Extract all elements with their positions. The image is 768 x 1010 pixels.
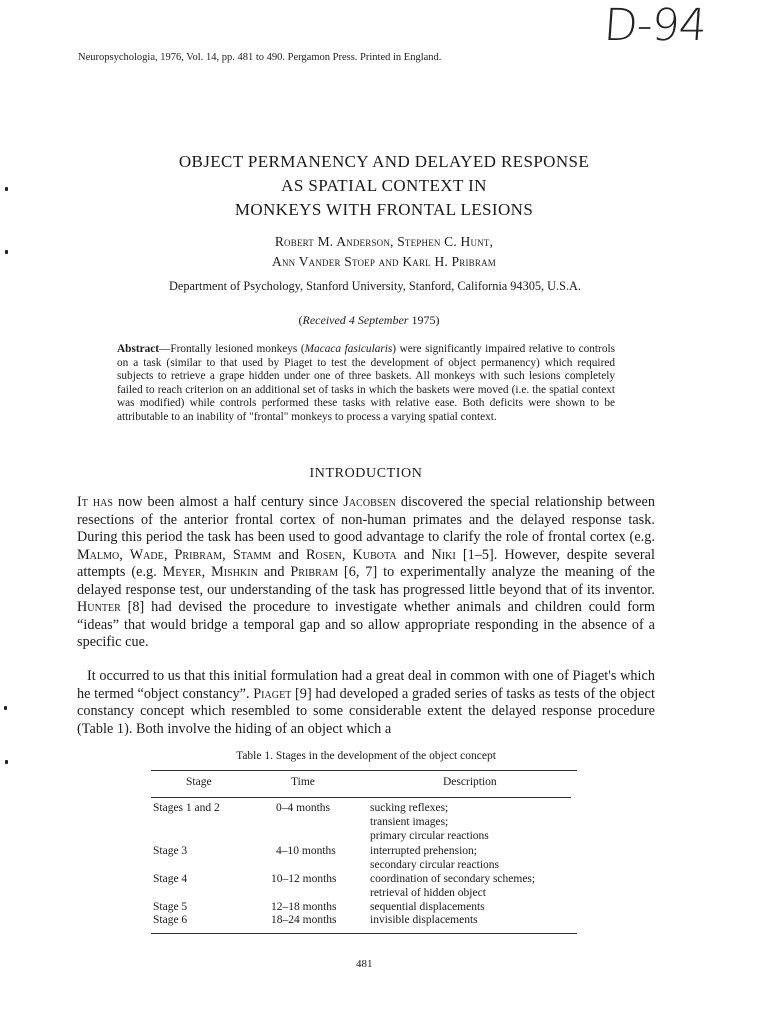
text-run: [9] had developed a graded series of tasks as tests of the object constancy concept which resembled to some considerable extent the delayed response procedure (Table 1). Both involve the hiding of an object which a (77, 685, 655, 737)
abstract (117, 343, 615, 425)
text-run: and (396, 546, 432, 563)
cell-description: transient images; (370, 816, 449, 828)
author-list (0, 232, 768, 272)
cell-description: secondary circular reactions (370, 859, 499, 871)
table-top-rule (151, 770, 577, 771)
cell-stage: Stage 3 (153, 845, 188, 857)
cell-stage: Stages 1 and 2 (153, 802, 220, 814)
page-number: 481 (356, 958, 373, 970)
cell-description: sucking reflexes; (370, 802, 449, 814)
body-paragraph (77, 668, 655, 738)
author-name: Malmo, Wade, Pribram, Stamm (77, 546, 272, 563)
cell-time: 0–4 months (276, 802, 330, 814)
handwritten-document-id: D-94 (602, 0, 708, 51)
author-name: Niki (431, 546, 456, 563)
received-date (0, 313, 738, 328)
cell-description: coordination of secondary schemes; (370, 873, 536, 885)
author-name: Hunter (77, 599, 121, 615)
body-paragraph (77, 494, 655, 652)
paper-title (0, 150, 768, 222)
text-run: It occurred to us that this initial formulation had a great deal in common with one of Piaget's which he termed “object constancy”. (77, 668, 655, 702)
text-run: discovered the special relationship between resections of the anterior frontal cortex of non-human primates and the delayed response task. During this period the task has been used to good advantage to clarify the role of frontal cortex (e.g. (77, 494, 656, 545)
author-line: Ann Vander Stoep and Karl H. Pribram (272, 254, 496, 269)
cell-time: 4–10 months (276, 845, 336, 857)
table-header-rule (151, 797, 571, 798)
author-line: Robert M. Anderson, Stephen C. Hunt, (274, 234, 494, 249)
journal-citation: Neuropsychologia, 1976, Vol. 14, pp. 481 to 490. Pergamon Press. Printed in England. (78, 52, 442, 63)
abstract-label: Abstract (117, 343, 160, 355)
table-header-time: Time (291, 776, 315, 788)
received-open: ( (298, 313, 303, 327)
received-label: Received (302, 313, 346, 327)
text-run: [6, 7] to experimentally analyze the meaning of the delayed response test, our understanding of the task has progressed little beyond that of its inventor. (77, 564, 655, 598)
author-name: Pribram (290, 564, 339, 580)
author-name: Piaget (253, 685, 292, 702)
cell-time: 18–24 months (271, 914, 337, 926)
author-name: Jacobsen (343, 494, 396, 510)
table-header-stage: Stage (186, 776, 212, 788)
title-line: MONKEYS WITH FRONTAL LESIONS (234, 200, 534, 219)
cell-time: 10–12 months (271, 873, 337, 885)
cell-description: sequential displacements (370, 901, 485, 913)
abstract-text: —Frontally lesioned monkeys ( (159, 343, 305, 355)
abstract-species: Macaca fasicularis (304, 343, 393, 355)
title-line: OBJECT PERMANENCY AND DELAYED RESPONSE (178, 152, 590, 171)
margin-mark (4, 706, 7, 710)
author-name: Rosen, Kubota (306, 546, 397, 563)
title-line: AS SPATIAL CONTEXT IN (281, 176, 487, 195)
author-name: Meyer, Mishkin (162, 564, 258, 580)
text-run: and (271, 546, 307, 563)
cell-stage: Stage 6 (153, 914, 188, 926)
received-year: 1975) (411, 313, 440, 327)
cell-description: interrupted prehension; (370, 845, 477, 857)
lead-in: It has (77, 494, 114, 510)
cell-description: retrieval of hidden object (370, 887, 486, 899)
table-caption: Table 1. Stages in the development of the object concept (236, 750, 496, 762)
cell-stage: Stage 5 (153, 901, 188, 913)
cell-stage: Stage 4 (153, 873, 188, 885)
abstract-text: ) were significantly impaired relative to controls on a task (similar to that used by Piaget to test the development of object permanency) which required subjects to retrieve a grape hidden under one of three baskets. All monkeys with such lesions completely failed to reach criterion on an additional set of tasks in which the baskets were moved (i.e. the spatial context was modified) while controls performed these tasks with relative ease. Both deficits were shown to be attributable to an inability of "frontal" monkeys to process a varying spatial context. (117, 343, 616, 423)
cell-description: primary circular reactions (370, 830, 489, 842)
table-bottom-rule (151, 933, 577, 934)
text-run: [1–5]. However, despite several attempts (e.g. (77, 546, 655, 580)
text-run: and (257, 564, 291, 580)
section-heading: INTRODUCTION (309, 466, 423, 481)
table-header-description: Description (443, 776, 497, 788)
text-run: now been almost a half century since (113, 494, 344, 510)
cell-description: invisible displacements (370, 914, 478, 926)
affiliation: Department of Psychology, Stanford University, Stanford, California 94305, U.S.A. (169, 279, 581, 293)
received-day: 4 September (345, 313, 412, 327)
cell-time: 12–18 months (271, 901, 337, 913)
text-run: [8] had devised the procedure to investigate whether animals and children could form “ideas” that would bridge a temporal gap and so allow appropriate responding in the absence of a specific cue. (77, 599, 655, 650)
